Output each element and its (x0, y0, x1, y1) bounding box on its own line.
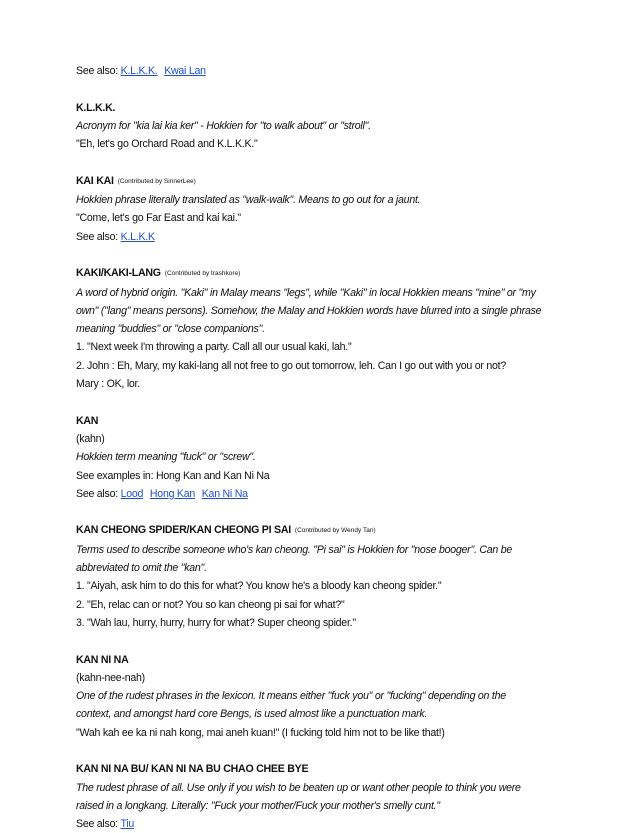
entry-title-kan-ni-na: KAN NI NA (76, 653, 129, 666)
entry-definition-line: One of the rudest phrases in the lexicon. It means either "fuck you" or "fucking" depending on the (76, 690, 506, 703)
see-also-label: See also: (76, 230, 118, 243)
entry-title-kan-ni-na-bu: KAN NI NA BU/ KAN NI NA BU CHAO CHEE BYE (76, 763, 309, 776)
entry-example: Mary : OK, lor. (76, 378, 140, 391)
entry-title-kan-cheong-spider: KAN CHEONG SPIDER/KAN CHEONG PI SAI (76, 524, 291, 537)
contributor-note: (Contributed by trashkore) (164, 270, 241, 278)
entry-example: "Eh, let's go Orchard Road and K.L.K.K." (76, 138, 258, 151)
contributor-note: (Contributed by Wendy Tan) (294, 527, 376, 535)
see-also-line (76, 62, 576, 80)
entry-heading-kai-kai (76, 172, 576, 191)
document-page (76, 62, 576, 833)
entry-definition-line: own" ("lang" means persons). Somehow, the Malay and Hokkien words have blurred into a single phrase (76, 304, 542, 317)
entry-example: 3. "Wah lau, hurry, hurry, hurry for what? Super cheong spider." (76, 616, 356, 629)
entry-definition-line: A word of hybrid origin. "Kaki" in Malay means "legs", while "Kaki" in local Hokkien means "mine" or "my (76, 286, 536, 299)
see-also-label: See also: (76, 818, 118, 831)
see-also-line (76, 815, 576, 833)
entry-heading-kan-cheong-spider (76, 521, 576, 540)
contributor-note: (Contributed by SinnerLee) (117, 177, 196, 185)
entry-title-kai-kai: KAI KAI (76, 174, 114, 187)
entry-example: "Wah kah ee ka ni nah kong, mai aneh kuan!" (I fucking told him not to be like that!) (76, 726, 445, 739)
entry-heading-kaki-lang (76, 264, 576, 283)
entry-definition-line: The rudest phrase of all. Use only if you wish to be beaten up or want other people to think you were (76, 781, 521, 794)
entry-definition-line: raised in a longkang. Literally: "Fuck your mother/Fuck your mother's smelly cunt." (76, 799, 440, 812)
entry-definition: Hokkien term meaning "fuck" or "screw". (76, 451, 256, 464)
link-klkk[interactable]: K.L.K.K (120, 230, 155, 243)
entry-example: 1. "Next week I'm throwing a party. Call all our usual kaki, lah." (76, 341, 352, 354)
see-also-label: See also: (76, 65, 118, 77)
entry-definition-line: Terms used to describe someone who's kan cheong. "Pi sai" is Hokkien for "nose booger". Can be (76, 543, 513, 556)
entry-example: 1. "Aiyah, ask him to do this for what? You know he's a bloody kan cheong spider." (76, 580, 442, 593)
entry-definition-line: context, and amongst hard core Bengs, is used almost like a punctuation mark. (76, 708, 428, 721)
entry-example: 2. "Eh, relac can or not? You so kan cheong pi sai for what?" (76, 598, 345, 611)
see-also-line (76, 228, 576, 246)
entry-pronunciation: (kahn) (76, 432, 105, 445)
entry-pronunciation: (kahn-nee-nah) (76, 671, 145, 684)
link-hong-kan[interactable]: Hong Kan (149, 487, 196, 500)
entry-example: 2. John : Eh, Mary, my kaki-lang all not free to go out tomorrow, leh. Can I go out with you or not? (76, 359, 506, 372)
link-tiu[interactable]: Tiu (120, 818, 135, 831)
entry-examples-in: See examples in: Hong Kan and Kan Ni Na (76, 469, 270, 482)
entry-title-kan: KAN (76, 414, 99, 427)
link-lood[interactable]: Lood (120, 487, 144, 500)
entry-title-klkk: K.L.K.K. (76, 101, 116, 114)
entry-definition-line: abbreviated to omit the "kan". (76, 562, 207, 575)
see-also-line (76, 485, 576, 503)
see-also-label: See also: (76, 487, 118, 500)
entry-definition-line: meaning "buddies" or "close companions". (76, 323, 265, 336)
link-kwai-lan[interactable]: Kwai Lan (164, 65, 206, 77)
link-klkk[interactable]: K.L.K.K. (120, 65, 158, 77)
entry-example: "Come, let's go Far East and kai kai." (76, 212, 241, 225)
entry-definition: Hokkien phrase literally translated as "walk-walk". Means to go out for a jaunt. (76, 194, 421, 207)
entry-title-kaki-lang: KAKI/KAKI-LANG (76, 267, 161, 280)
entry-definition: Acronym for "kia lai kia ker" - Hokkien for "to walk about" or "stroll". (76, 119, 371, 132)
link-kan-ni-na[interactable]: Kan Ni Na (201, 487, 248, 500)
